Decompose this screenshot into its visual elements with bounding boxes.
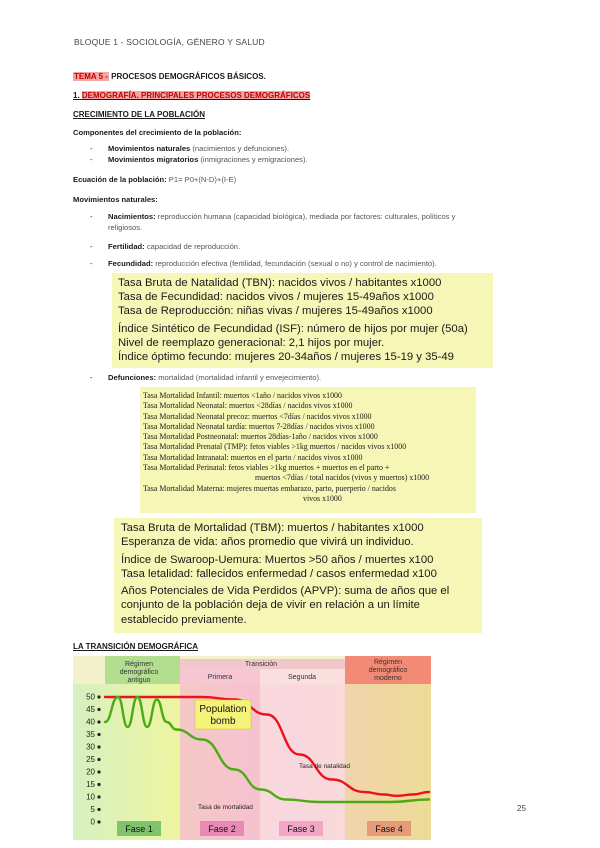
componente-item-1: Movimientos naturales (nacimientos y defunciones).	[108, 144, 290, 153]
section-title: DEMOGRAFÍA. PRINCIPALES PROCESOS DEMOGRÁFICOS	[81, 91, 311, 100]
natalidad-formulas-box	[112, 273, 493, 368]
bullet-dash: -	[90, 212, 93, 221]
fecundidad-item: Fecundidad: reproducción efectiva (fertilidad, fecundación (sexual o no) y control de nacimiento).	[108, 259, 437, 268]
y-tick-mark	[97, 770, 100, 773]
movimientos-naturales-title: Movimientos naturales:	[73, 195, 158, 204]
formula-line: Tasa Mortalidad Neonatal: muertos <28días / nacidos vivos x1000	[143, 401, 353, 411]
y-tick-mark	[97, 720, 100, 723]
y-tick-label: 40	[86, 717, 95, 727]
bullet-dash: -	[90, 144, 93, 153]
formula-line: Tasa Mortalidad Intranatal: muertos en el parto / nacidos vivos x1000	[143, 452, 363, 462]
formula-line: Años Potenciales de Vida Perdidos (APVP): suma de años que el	[121, 585, 450, 598]
y-tick-mark	[97, 783, 100, 786]
formula-line: Tasa letalidad: fallecidos enfermedad / casos enfermedad x100	[121, 567, 437, 580]
phase-3-label: Fase 3	[287, 824, 315, 834]
regimen-moderno-line-1: Régimen	[373, 659, 403, 666]
crecimiento-heading: CRECIMIENTO DE LA POBLACIÓN	[73, 110, 206, 119]
componente-item-2: Movimientos migratorios (inmigraciones y emigraciones).	[108, 155, 308, 164]
y-tick-label: 5	[90, 805, 95, 814]
regimen-antiguo-line-3: antiguo	[127, 677, 151, 684]
nacimientos-item: Nacimientos: reproducción humana (capacidad biológica), mediada por factores: culturales, políticos y religiosos.	[108, 212, 456, 232]
y-tick-label: 15	[86, 780, 95, 789]
y-tick-label: 25	[86, 755, 95, 764]
phase-primera-band	[180, 668, 260, 840]
formula-line: Tasa Mortalidad Neonatal precoz: muertos <7días / nacidos vivos x1000	[143, 411, 372, 421]
y-tick-mark	[97, 795, 100, 798]
transicion-heading: LA TRANSICIÓN DEMOGRÁFICA	[73, 642, 199, 651]
page-number: 25	[517, 804, 526, 813]
formula-line: Tasa Mortalidad Neonatal tardía: muertos 7-28días / nacidos vivos x1000	[143, 421, 375, 431]
componentes-title: Componentes del crecimiento de la población:	[73, 128, 242, 137]
bullet-dash: -	[90, 259, 93, 268]
formula-line: muertos <7días / total nacidos (vivos y muertos) x1000	[255, 473, 430, 483]
segunda-label: Segunda	[287, 674, 317, 681]
y-tick-label: 30	[86, 742, 95, 752]
formula-line: conjunto de la población deja de vivir en relación a un límite	[121, 599, 420, 612]
y-tick-label: 45	[86, 705, 95, 714]
series-label-natalidad: Tasa de natalidad	[299, 763, 350, 770]
tema-title	[73, 72, 266, 81]
formula-line: Tasa Mortalidad Prenatal (TMP): fetos viables >1kg muertos / nacidos vivos x1000	[143, 442, 407, 452]
population-bomb-label	[195, 700, 251, 729]
formula-line: vivos x1000	[303, 493, 342, 503]
formula-line: Índice óptimo fecundo: mujeres 20-34años / mujeres 15-19 y 35-49	[118, 351, 454, 364]
formula-line: Esperanza de vida: años promedio que vivirá un individuo.	[121, 536, 414, 549]
fertilidad-item: Fertilidad: capacidad de reproducción.	[108, 242, 241, 251]
formula-line: Tasa de Fecundidad: nacidos vivos / mujeres 15-49años x1000	[118, 291, 434, 304]
transicion-label: Transición	[244, 661, 278, 668]
y-tick-mark	[97, 758, 100, 761]
formula-line: Tasa Mortalidad Postneonatal: muertos 28días-1año / nacidos vivos x1000	[143, 432, 378, 442]
bullet-dash: -	[90, 373, 93, 382]
formula-line: establecido previamente.	[121, 613, 247, 626]
regimen-antiguo-line-1: Régimen	[124, 661, 154, 668]
series-label-mortalidad: Tasa de mortalidad	[198, 804, 253, 811]
y-tick-mark	[97, 808, 100, 811]
bullet-dash: -	[90, 155, 93, 164]
y-tick-mark	[97, 708, 100, 711]
formula-line: Tasa Bruta de Natalidad (TBN): nacidos vivos / habitantes x1000	[118, 277, 442, 289]
formula-line: Tasa de Reproducción: niñas vivas / mujeres 15-49años x1000	[118, 305, 433, 318]
y-tick-label: 50	[86, 692, 95, 702]
annotation-line-2: bomb	[210, 716, 236, 727]
transicion-demografica-chart	[73, 656, 431, 840]
y-tick-mark	[97, 695, 100, 698]
regimen-moderno-line-2: demográfico	[368, 667, 408, 674]
mortalidad-general-box	[114, 518, 482, 633]
formula-line: Nivel de reemplazo generacional: 2,1 hijos por mujer.	[118, 336, 385, 349]
y-tick-label: 35	[86, 730, 95, 739]
section-heading	[73, 91, 310, 100]
annotation-line-1: Population	[199, 704, 247, 715]
formula-line: Tasa Mortalidad Infantil: muertos <1año / nacidos vivos x1000	[143, 391, 342, 400]
formula-line: Tasa Bruta de Mortalidad (TBM): muertos / habitantes x1000	[121, 522, 424, 534]
tema-text: PROCESOS DEMOGRÁFICOS BÁSICOS.	[111, 72, 266, 81]
formula-line: Índice Sintético de Fecundidad (ISF): número de hijos por mujer (50a)	[118, 322, 468, 335]
formula-line: Tasa Mortalidad Materna: mujeres muertas embarazo, parto, puerperio / nacidos	[143, 483, 396, 493]
primera-label: Primera	[207, 674, 233, 681]
defunciones-item: Defunciones: mortalidad (mortalidad infantil y envejecimiento).	[108, 373, 322, 382]
y-tick-mark	[97, 820, 100, 823]
phase-1-label: Fase 1	[125, 824, 153, 834]
y-tick-mark	[97, 733, 100, 736]
y-tick-label: 20	[86, 767, 95, 777]
regimen-moderno-line-3: moderno	[374, 675, 402, 682]
phase-2-label: Fase 2	[208, 824, 236, 834]
running-header: BLOQUE 1 - SOCIOLOGÍA, GÉNERO Y SALUD	[74, 37, 265, 47]
y-tick-mark	[97, 745, 100, 748]
formula-line: Índice de Swaroop-Uemura: Muertos >50 años / muertes x100	[121, 553, 434, 566]
phase-4-label: Fase 4	[375, 824, 403, 834]
y-tick-label: 0	[90, 817, 95, 827]
formula-line: Tasa Mortalidad Perinatal: fetos viables >1kg muertos + muertos en el parto +	[143, 463, 390, 473]
bullet-dash: -	[90, 242, 93, 251]
mortalidad-infantil-box	[140, 387, 476, 513]
tema-label: TEMA 5 -	[74, 72, 108, 81]
y-tick-label: 10	[86, 792, 95, 802]
section-number: 1.	[73, 91, 80, 100]
regimen-antiguo-line-2: demográfico	[119, 669, 159, 676]
ecuacion-poblacion: Ecuación de la población: P1= P0+(N-D)+(I-E)	[73, 175, 237, 184]
